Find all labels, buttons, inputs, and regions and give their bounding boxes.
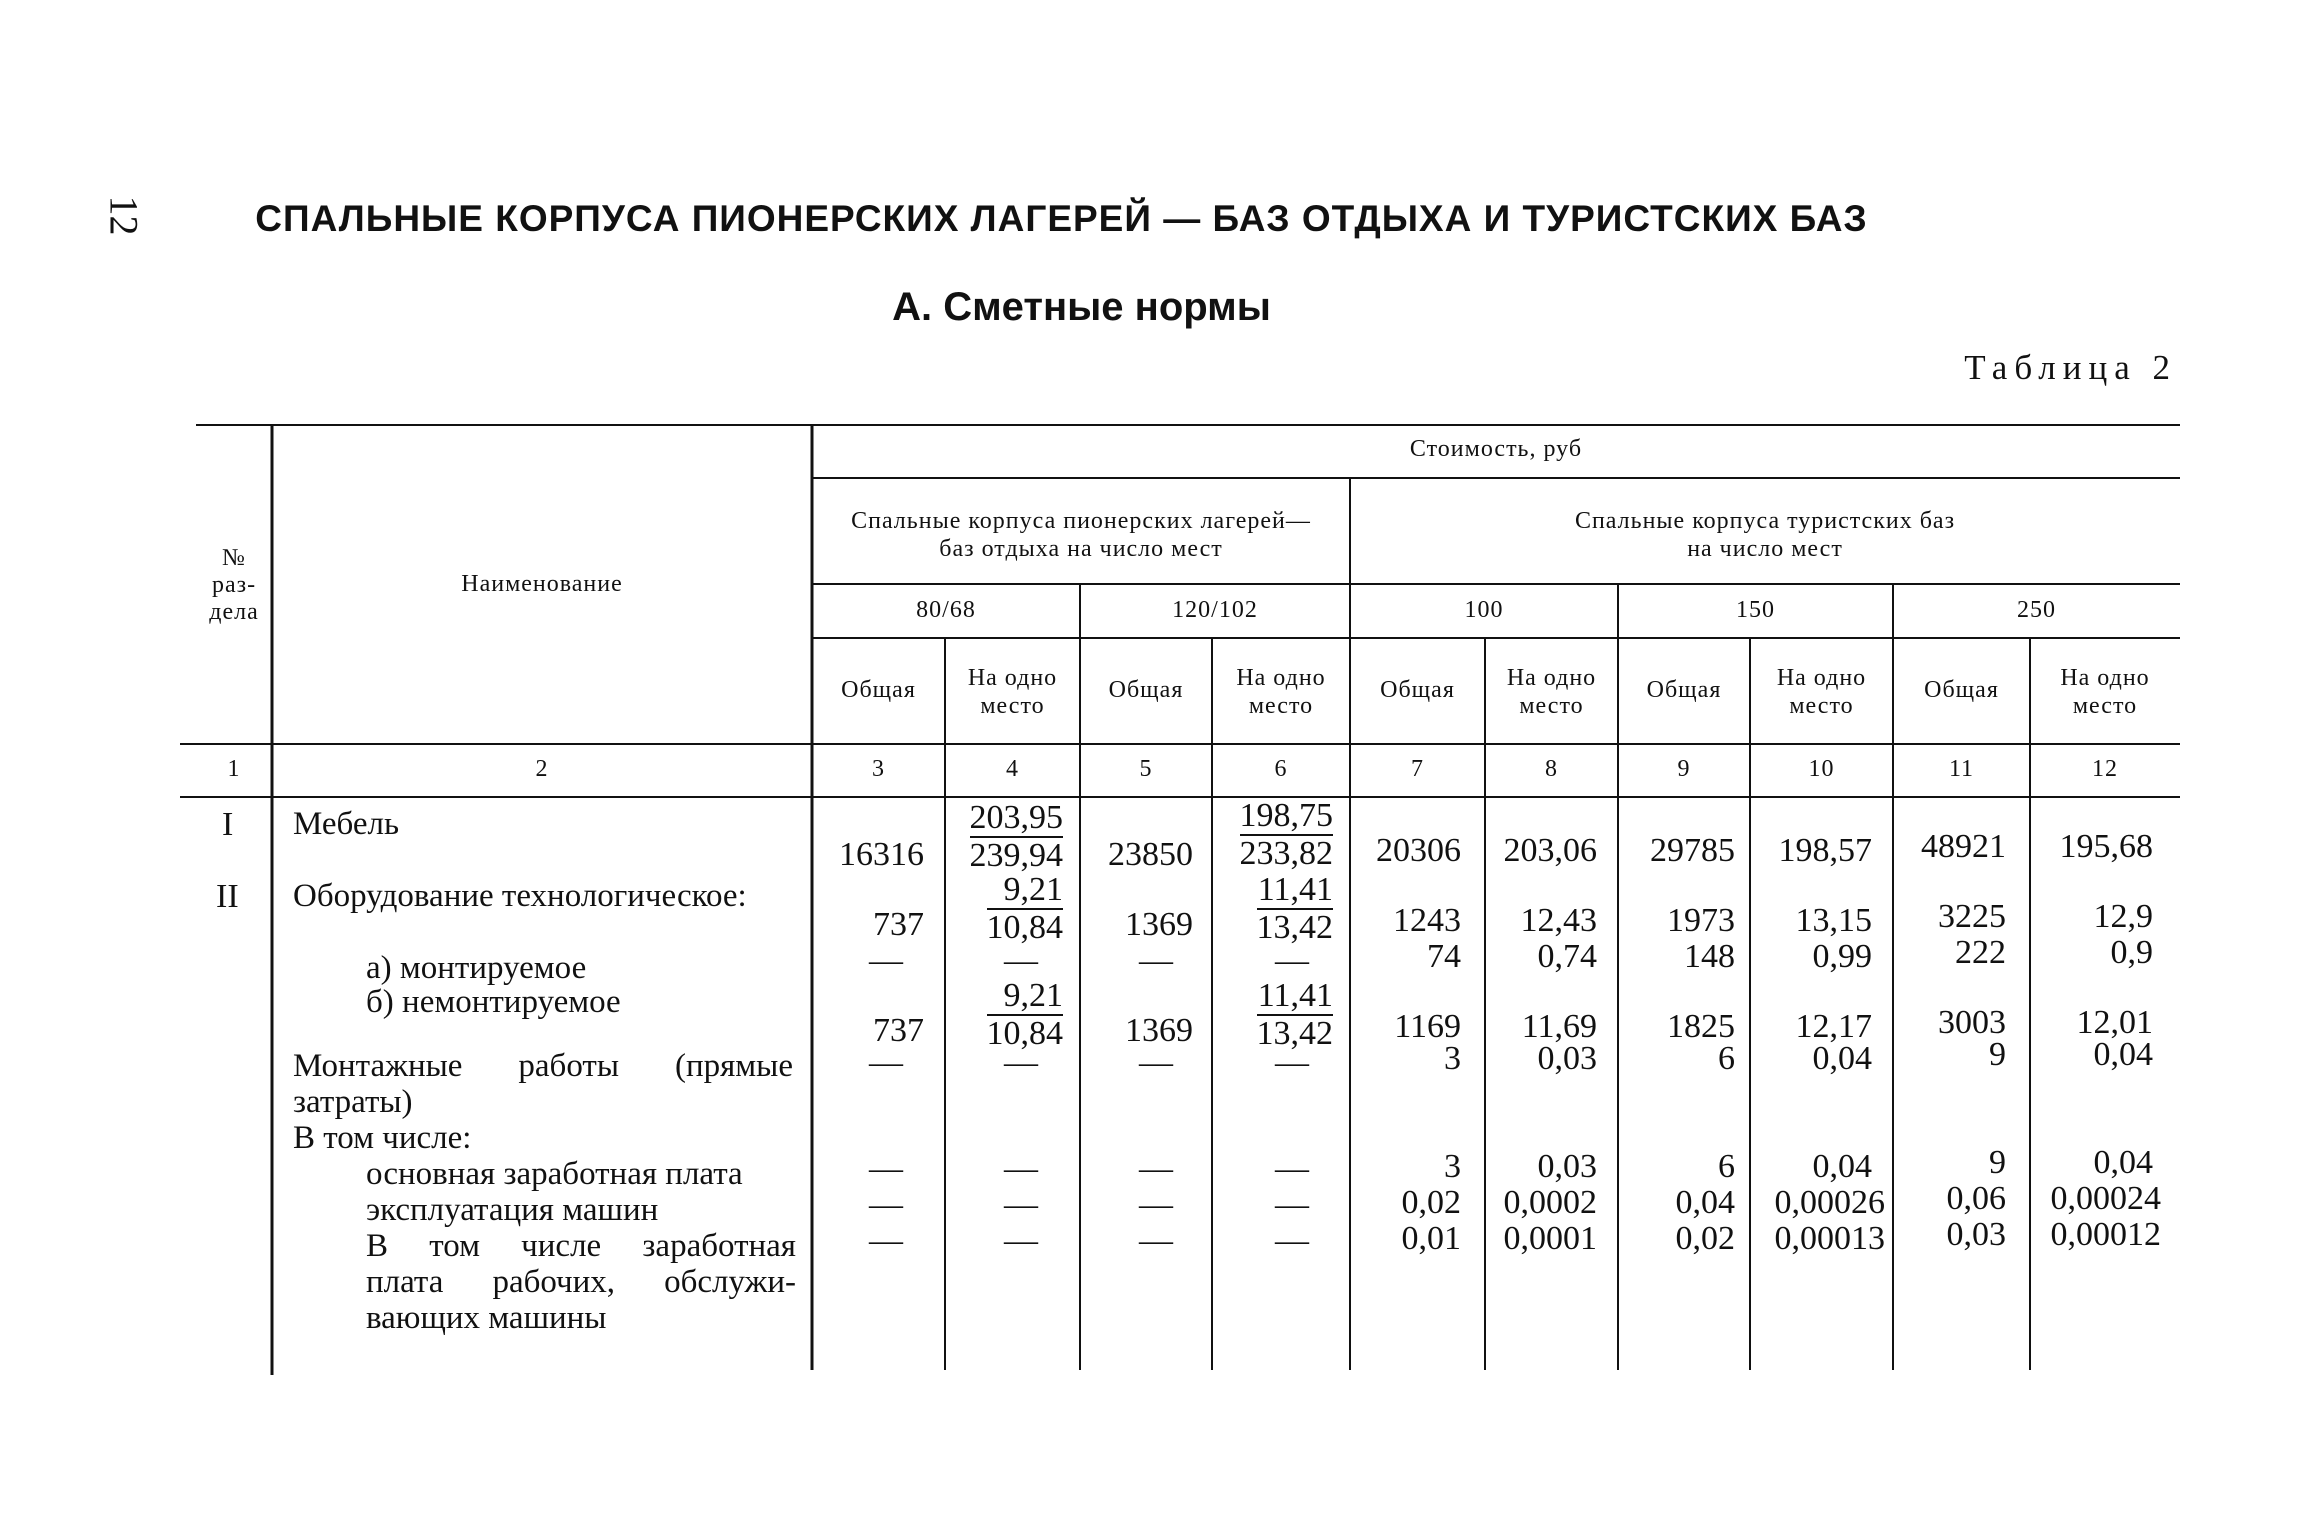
row2-c10: 13,15 bbox=[1795, 902, 1872, 939]
row3-c4: — bbox=[1004, 942, 1038, 979]
row1-c11: 48921 bbox=[1921, 828, 2006, 865]
header-razdela-1: раз- bbox=[211, 572, 257, 598]
row9-c3: — bbox=[869, 1222, 903, 1259]
row1-c6-bottom: 233,82 bbox=[1239, 835, 1333, 872]
row7-c11: 9 bbox=[1989, 1144, 2006, 1181]
row1-c5: 23850 bbox=[1108, 836, 1193, 873]
header-per-place-6 bbox=[1212, 664, 1350, 720]
table-label: Таблица 2 bbox=[1964, 348, 2177, 387]
per-place-line2: место bbox=[980, 693, 1045, 719]
row4-c4-fraction bbox=[987, 978, 1064, 1052]
row9-c8: 0,0001 bbox=[1503, 1220, 1597, 1257]
row8-c12: 0,00024 bbox=[2050, 1180, 2161, 1217]
colnum-5: 5 bbox=[1139, 756, 1153, 782]
row1-c3: 16316 bbox=[839, 836, 924, 873]
row3-c10: 0,99 bbox=[1812, 938, 1872, 975]
row1-c6-fraction bbox=[1240, 798, 1334, 872]
row1-name: Мебель bbox=[293, 806, 400, 842]
header-capacity-80-68: 80/68 bbox=[916, 597, 976, 623]
row2-c8: 12,43 bbox=[1520, 902, 1597, 939]
row8-c8: 0,0002 bbox=[1503, 1184, 1597, 1221]
row1-section: I bbox=[222, 806, 234, 843]
per-place-line2: место bbox=[2072, 693, 2138, 719]
row1-c10: 198,57 bbox=[1778, 832, 1872, 869]
row1-c4-top: 203,95 bbox=[969, 799, 1063, 836]
row9-c9: 0,02 bbox=[1675, 1220, 1735, 1257]
per-place-line2: место bbox=[1248, 693, 1314, 719]
row3-c6: — bbox=[1275, 942, 1309, 979]
per-place-line2: место bbox=[1789, 693, 1854, 719]
row5-c6: — bbox=[1275, 1044, 1309, 1081]
row2-c9: 1973 bbox=[1667, 902, 1735, 939]
row8-c11: 0,06 bbox=[1946, 1180, 2006, 1217]
row5-c9: 6 bbox=[1718, 1040, 1735, 1077]
header-total-3: Общая bbox=[841, 677, 916, 703]
row7-c10: 0,04 bbox=[1812, 1148, 1872, 1185]
row2-c5: 1369 bbox=[1125, 906, 1193, 943]
header-per-place-10 bbox=[1750, 664, 1893, 720]
header-tourist-line2: на число мест bbox=[1687, 536, 1843, 562]
row4-c7: 1169 bbox=[1394, 1008, 1461, 1045]
header-total-9: Общая bbox=[1646, 677, 1722, 703]
colnum-10: 10 bbox=[1808, 756, 1835, 782]
per-place-line2: место bbox=[1519, 693, 1584, 719]
row2-c4-fraction bbox=[987, 872, 1064, 946]
row9-c11: 0,03 bbox=[1946, 1216, 2006, 1253]
row8-c6: — bbox=[1275, 1186, 1309, 1223]
row6-name: В том числе: bbox=[293, 1120, 472, 1156]
row3-c12: 0,9 bbox=[2110, 934, 2153, 971]
row2-c6-top: 11,41 bbox=[1257, 871, 1333, 908]
row8-name: эксплуатация машин bbox=[366, 1192, 659, 1228]
colnum-1: 1 bbox=[227, 756, 241, 782]
row7-c5: — bbox=[1139, 1150, 1173, 1187]
row2-name: Оборудование технологическое: bbox=[293, 878, 747, 914]
row9-c10: 0,00013 bbox=[1774, 1220, 1885, 1257]
row7-c9: 6 bbox=[1718, 1148, 1735, 1185]
header-total-11: Общая bbox=[1924, 677, 1999, 703]
row5-c4: — bbox=[1004, 1044, 1038, 1081]
row8-c5: — bbox=[1139, 1186, 1173, 1223]
row3-name: а) монтируемое bbox=[366, 950, 587, 986]
header-per-place-4 bbox=[945, 664, 1080, 720]
per-place-line1: На одно bbox=[1506, 665, 1597, 691]
header-col-name: Наименование bbox=[461, 571, 623, 597]
row2-c6-fraction bbox=[1257, 872, 1334, 946]
row5-c11: 9 bbox=[1989, 1036, 2006, 1073]
row1-c6-top: 198,75 bbox=[1239, 797, 1333, 834]
row3-c3: — bbox=[869, 942, 903, 979]
row8-c9: 0,04 bbox=[1675, 1184, 1735, 1221]
row5-name-line2: затраты) bbox=[293, 1084, 413, 1120]
per-place-line1: На одно bbox=[967, 665, 1058, 691]
colnum-4: 4 bbox=[1006, 756, 1019, 782]
row3-c11: 222 bbox=[1955, 934, 2006, 971]
colnum-3: 3 bbox=[872, 756, 885, 782]
row2-section: II bbox=[216, 878, 239, 915]
colnum-8: 8 bbox=[1545, 756, 1558, 782]
row9-name-line3: вающих машины bbox=[366, 1300, 607, 1336]
row2-c3: 737 bbox=[873, 906, 924, 943]
header-tourist-line1: Спальные корпуса туристских баз bbox=[1574, 508, 1956, 534]
header-col-number bbox=[196, 545, 272, 626]
row2-c6-bottom: 13,42 bbox=[1256, 909, 1333, 946]
row3-c5: — bbox=[1139, 942, 1173, 979]
row5-c8: 0,03 bbox=[1537, 1040, 1597, 1077]
header-pioneer-group bbox=[812, 507, 1350, 563]
row5-c7: 3 bbox=[1444, 1040, 1461, 1077]
row3-c8: 0,74 bbox=[1537, 938, 1597, 975]
header-tourist-group bbox=[1350, 507, 2180, 563]
row1-c9: 29785 bbox=[1650, 832, 1735, 869]
colnum-2: 2 bbox=[535, 756, 549, 782]
row2-c4-top: 9,21 bbox=[1003, 871, 1063, 908]
row4-c8: 11,69 bbox=[1521, 1008, 1597, 1045]
header-per-place-12 bbox=[2030, 664, 2180, 720]
row7-c8: 0,03 bbox=[1537, 1148, 1597, 1185]
row1-c4-fraction bbox=[970, 800, 1064, 874]
header-capacity-150: 150 bbox=[1736, 597, 1775, 623]
per-place-line1: На одно bbox=[2060, 665, 2150, 691]
row2-c7: 1243 bbox=[1393, 902, 1461, 939]
row7-name: основная заработная плата bbox=[366, 1156, 743, 1192]
row4-c6-bottom: 13,42 bbox=[1256, 1015, 1333, 1052]
row2-c11: 3225 bbox=[1938, 898, 2006, 935]
row7-c7: 3 bbox=[1444, 1148, 1461, 1185]
page-title: СПАЛЬНЫЕ КОРПУСА ПИОНЕРСКИХ ЛАГЕРЕЙ — БАЗ ОТДЫХА И ТУРИСТСКИХ БАЗ bbox=[255, 198, 1868, 239]
row2-c12: 12,9 bbox=[2093, 898, 2153, 935]
row4-c10: 12,17 bbox=[1795, 1008, 1872, 1045]
colnum-7: 7 bbox=[1411, 756, 1424, 782]
row8-c3: — bbox=[869, 1186, 903, 1223]
row1-c8: 203,06 bbox=[1503, 832, 1597, 869]
row4-c5: 1369 bbox=[1125, 1012, 1193, 1049]
row9-name-line1: В том числе заработная bbox=[366, 1228, 796, 1264]
row5-name-line1: Монтажные работы (прямые bbox=[293, 1048, 793, 1084]
header-cost: Стоимость, руб bbox=[1409, 436, 1583, 462]
row7-c3: — bbox=[869, 1150, 903, 1187]
row4-c3: 737 bbox=[873, 1012, 924, 1049]
header-pioneer-line1: Спальные корпуса пионерских лагерей— bbox=[851, 508, 1311, 534]
row7-c4: — bbox=[1004, 1150, 1038, 1187]
header-number-sign: № bbox=[222, 545, 246, 571]
header-per-place-8 bbox=[1485, 664, 1618, 720]
row9-c12: 0,00012 bbox=[2050, 1216, 2161, 1253]
row9-c4: — bbox=[1004, 1222, 1038, 1259]
header-razdela-2: дела bbox=[209, 599, 259, 625]
header-capacity-250: 250 bbox=[2017, 597, 2056, 623]
header-total-7: Общая bbox=[1380, 677, 1455, 703]
row1-c7: 20306 bbox=[1376, 832, 1461, 869]
row4-c12: 12,01 bbox=[2076, 1004, 2153, 1041]
row5-c3: — bbox=[869, 1044, 903, 1081]
row5-c12: 0,04 bbox=[2093, 1036, 2153, 1073]
per-place-line1: На одно bbox=[1236, 665, 1326, 691]
row9-c5: — bbox=[1139, 1222, 1173, 1259]
header-capacity-120-102: 120/102 bbox=[1172, 597, 1258, 623]
row9-name-line2: плата рабочих, обслужи- bbox=[366, 1264, 796, 1300]
row4-c4-top: 9,21 bbox=[1003, 977, 1063, 1014]
row8-c4: — bbox=[1004, 1186, 1038, 1223]
row1-c4-bottom: 239,94 bbox=[969, 837, 1063, 874]
row7-c6: — bbox=[1275, 1150, 1309, 1187]
colnum-11: 11 bbox=[1948, 756, 1975, 782]
row9-c7: 0,01 bbox=[1401, 1220, 1461, 1257]
row4-c6-top: 11,41 bbox=[1257, 977, 1333, 1014]
row5-c10: 0,04 bbox=[1812, 1040, 1872, 1077]
colnum-12: 12 bbox=[2092, 756, 2118, 782]
colnum-6: 6 bbox=[1274, 756, 1288, 782]
row5-c5: — bbox=[1139, 1044, 1173, 1081]
row1-c12: 195,68 bbox=[2059, 828, 2153, 865]
page-number: 12 bbox=[101, 195, 147, 236]
per-place-line1: На одно bbox=[1776, 665, 1867, 691]
row4-c9: 1825 bbox=[1667, 1008, 1735, 1045]
row4-c6-fraction bbox=[1257, 978, 1334, 1052]
row2-c4-bottom: 10,84 bbox=[986, 909, 1063, 946]
row5-name bbox=[293, 1048, 793, 1120]
row3-c7: 74 bbox=[1427, 938, 1461, 975]
header-pioneer-line2: баз отдыха на число мест bbox=[939, 536, 1223, 562]
row8-c7: 0,02 bbox=[1401, 1184, 1461, 1221]
row4-c4-bottom: 10,84 bbox=[986, 1015, 1063, 1052]
row4-name: б) немонтируемое bbox=[366, 984, 621, 1020]
row9-c6: — bbox=[1275, 1222, 1309, 1259]
row4-c11: 3003 bbox=[1938, 1004, 2006, 1041]
row8-c10: 0,00026 bbox=[1774, 1184, 1885, 1221]
row3-c9: 148 bbox=[1684, 938, 1735, 975]
row7-c12: 0,04 bbox=[2093, 1144, 2153, 1181]
colnum-9: 9 bbox=[1677, 756, 1691, 782]
section-subtitle: А. Сметные нормы bbox=[892, 285, 1271, 329]
header-capacity-100: 100 bbox=[1464, 597, 1504, 623]
header-total-5: Общая bbox=[1108, 677, 1184, 703]
row9-name bbox=[366, 1228, 796, 1336]
